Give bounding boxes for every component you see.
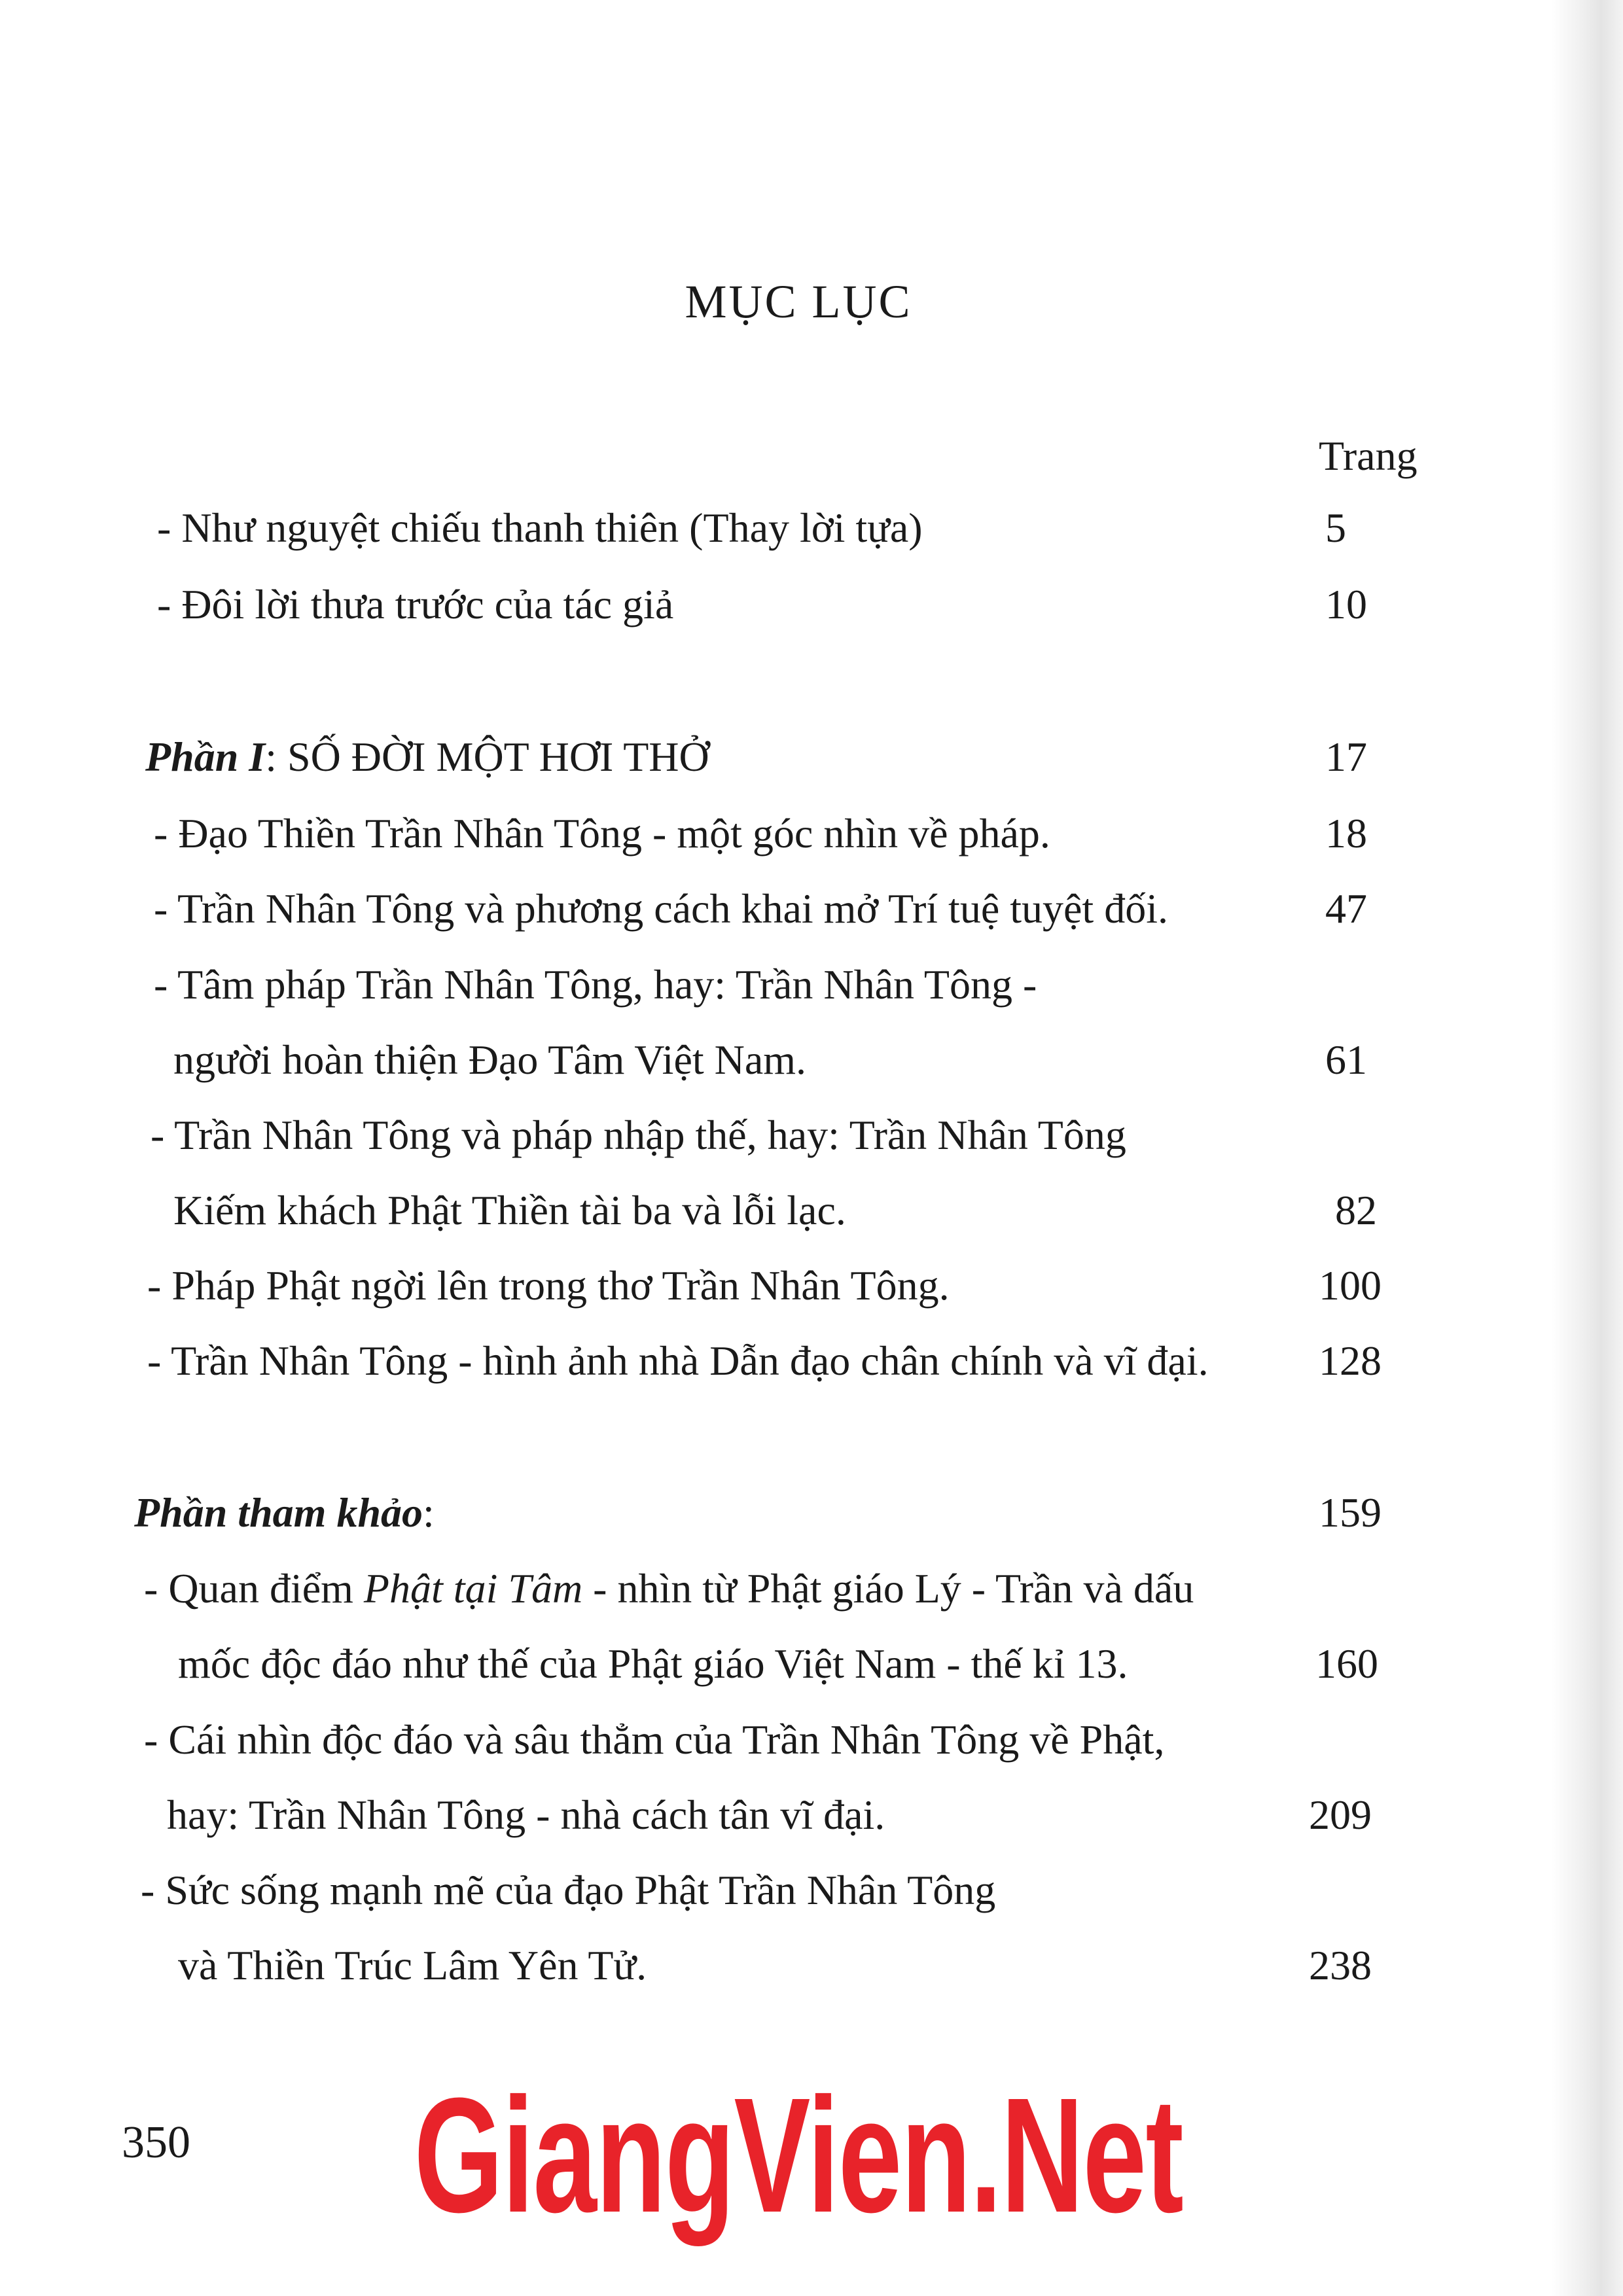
toc-entry-author-note[interactable]: - Đôi lời thưa trước của tác giả — [157, 581, 674, 627]
page-title: MỤC LỤC — [685, 275, 912, 328]
toc-entry-continuation[interactable]: hay: Trần Nhân Tông - nhà cách tân vĩ đại. — [167, 1792, 885, 1838]
toc-entry-foreword[interactable]: - Như nguyệt chiếu thanh thiên (Thay lời tựa) — [157, 504, 923, 551]
toc-entry-suffix: - nhìn từ Phật giáo Lý - Trần và dấu — [582, 1565, 1194, 1612]
toc-page: 160 — [1315, 1640, 1378, 1687]
toc-entry[interactable]: - Sức sống mạnh mẽ của đạo Phật Trần Nhân Tông — [141, 1867, 996, 1913]
ref-heading-colon: : — [423, 1489, 435, 1536]
toc-page: 18 — [1325, 810, 1367, 857]
toc-entry[interactable]: - Trần Nhân Tông và pháp nhập thế, hay: Trần Nhân Tông — [151, 1112, 1126, 1158]
toc-entry[interactable]: - Đạo Thiền Trần Nhân Tông - một góc nhìn về pháp. — [154, 810, 1050, 857]
part1-page: 17 — [1325, 733, 1367, 780]
part1-heading[interactable] — [145, 733, 709, 780]
toc-page: 82 — [1335, 1187, 1377, 1233]
toc-entry[interactable]: - Cái nhìn độc đáo và sâu thẳm của Trần Nhân Tông về Phật, — [144, 1716, 1165, 1763]
toc-page: 61 — [1325, 1036, 1367, 1083]
ref-heading[interactable] — [134, 1489, 435, 1536]
page-edge-shadow — [1551, 0, 1623, 2296]
part1-heading-title: : SỐ ĐỜI MỘT HƠI THỞ — [265, 733, 709, 780]
toc-page: 209 — [1309, 1792, 1372, 1838]
watermark-logo: GiangVien.Net — [414, 2064, 1183, 2246]
toc-entry-continuation[interactable]: mốc độc đáo như thế của Phật giáo Việt Nam - thế kỉ 13. — [178, 1640, 1128, 1687]
toc-page: 128 — [1319, 1337, 1382, 1384]
toc-entry[interactable]: - Trần Nhân Tông và phương cách khai mở Trí tuệ tuyệt đối. — [154, 885, 1168, 932]
page-number: 350 — [122, 2117, 190, 2168]
toc-entry-prefix: - Quan điểm — [144, 1565, 364, 1612]
part1-heading-label: Phần I — [145, 733, 266, 780]
toc-page: 47 — [1325, 885, 1367, 932]
toc-entry-italic-phrase: Phật tại Tâm — [363, 1565, 583, 1612]
toc-entry[interactable]: - Tâm pháp Trần Nhân Tông, hay: Trần Nhân Tông - — [154, 961, 1037, 1008]
toc-entry-continuation[interactable]: Kiếm khách Phật Thiền tài ba và lỗi lạc. — [173, 1187, 846, 1233]
ref-page: 159 — [1319, 1489, 1382, 1536]
toc-page-foreword: 5 — [1325, 504, 1346, 551]
toc-entry-continuation[interactable]: và Thiền Trúc Lâm Yên Tử. — [178, 1942, 647, 1988]
toc-page-author-note: 10 — [1325, 581, 1367, 627]
toc-entry-continuation[interactable]: người hoàn thiện Đạo Tâm Việt Nam. — [173, 1036, 807, 1083]
toc-entry[interactable]: - Pháp Phật ngời lên trong thơ Trần Nhân Tông. — [147, 1262, 950, 1309]
toc-entry[interactable]: - Trần Nhân Tông - hình ảnh nhà Dẫn đạo chân chính và vĩ đại. — [147, 1337, 1209, 1384]
toc-page: 100 — [1319, 1262, 1382, 1309]
ref-heading-label: Phần tham khảo — [134, 1489, 423, 1536]
toc-page: 238 — [1309, 1942, 1372, 1988]
page-column-label: Trang — [1319, 433, 1418, 479]
toc-entry[interactable] — [144, 1565, 1194, 1612]
